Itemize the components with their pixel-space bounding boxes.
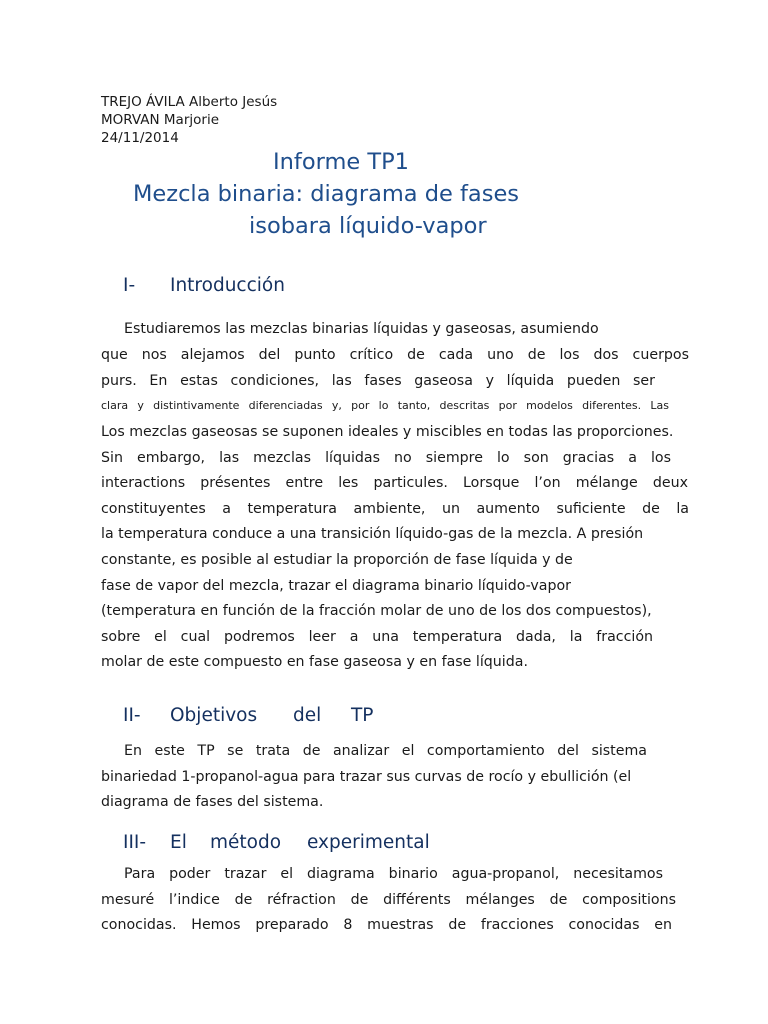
objectives-line-1: En este TP se trata de analizar el comportamiento del sistema (124, 743, 647, 759)
intro-line-13: sobre el cual podremos leer a una temperatura dada, la fracción (101, 629, 653, 645)
section-2-number: II- (123, 705, 141, 726)
section-1-number: I- (123, 275, 136, 296)
method-line-1: Para poder trazar el diagrama binario agua-propanol, necesitamos (124, 866, 663, 882)
intro-line-9: la temperatura conduce a una transición líquido-gas de la mezcla. A presión (101, 526, 644, 542)
objectives-line-3: diagrama de fases del sistema. (101, 794, 324, 810)
intro-line-14: molar de este compuesto en fase gaseosa y en fase líquida. (101, 654, 528, 670)
section-3-number: III- (123, 832, 147, 853)
intro-line-6: Sin embargo, las mezclas líquidas no siempre lo son gracias a los (101, 450, 671, 466)
intro-line-12: (temperatura en función de la fracción molar de uno de los dos compuestos), (101, 603, 652, 619)
objectives-line-2: binariedad 1-propanol-agua para trazar sus curvas de rocío y ebullición (el (101, 769, 632, 785)
section-2-word-2: del (293, 705, 322, 726)
intro-line-3: purs. En estas condiciones, las fases gaseosa y líquida pueden ser (101, 373, 655, 389)
author-2: MORVAN Marjorie (101, 112, 219, 128)
section-3-word-1: El (170, 832, 187, 853)
section-3-word-3: experimental (307, 832, 430, 853)
intro-line-8: constituyentes a temperatura ambiente, un aumento suficiente de la (101, 501, 689, 517)
method-line-2: mesuré l’indice de réfraction de différents mélanges de compositions (101, 892, 676, 908)
intro-line-11: fase de vapor del mezcla, trazar el diagrama binario líquido-vapor (101, 578, 571, 594)
method-line-3: conocidas. Hemos preparado 8 muestras de fracciones conocidas en (101, 917, 672, 933)
section-3-word-2: método (210, 832, 282, 853)
section-2-word-1: Objetivos (170, 705, 258, 726)
section-1-heading: Introducción (170, 275, 285, 296)
report-title: Informe TP1 (273, 149, 409, 175)
intro-line-5: Los mezclas gaseosas se suponen ideales y miscibles en todas las proporciones. (101, 424, 674, 440)
intro-line-7: interactions présentes entre les particules. Lorsque l’on mélange deux (101, 475, 688, 491)
author-1: TREJO ÁVILA Alberto Jesús (101, 94, 278, 110)
intro-line-1: Estudiaremos las mezclas binarias líquidas y gaseosas, asumiendo (124, 321, 599, 337)
report-subtitle-2: isobara líquido-vapor (249, 213, 487, 239)
intro-line-4: clara y distintivamente diferenciadas y, por lo tanto, descritas por modelos diferentes. Las (101, 399, 669, 412)
intro-line-10: constante, es posible al estudiar la proporción de fase líquida y de (101, 552, 573, 568)
report-subtitle-1: Mezcla binaria: diagrama de fases (133, 181, 520, 207)
intro-line-2: que nos alejamos del punto crítico de cada uno de los dos cuerpos (101, 347, 689, 363)
report-date: 24/11/2014 (101, 130, 179, 146)
section-2-word-3: TP (351, 705, 374, 726)
